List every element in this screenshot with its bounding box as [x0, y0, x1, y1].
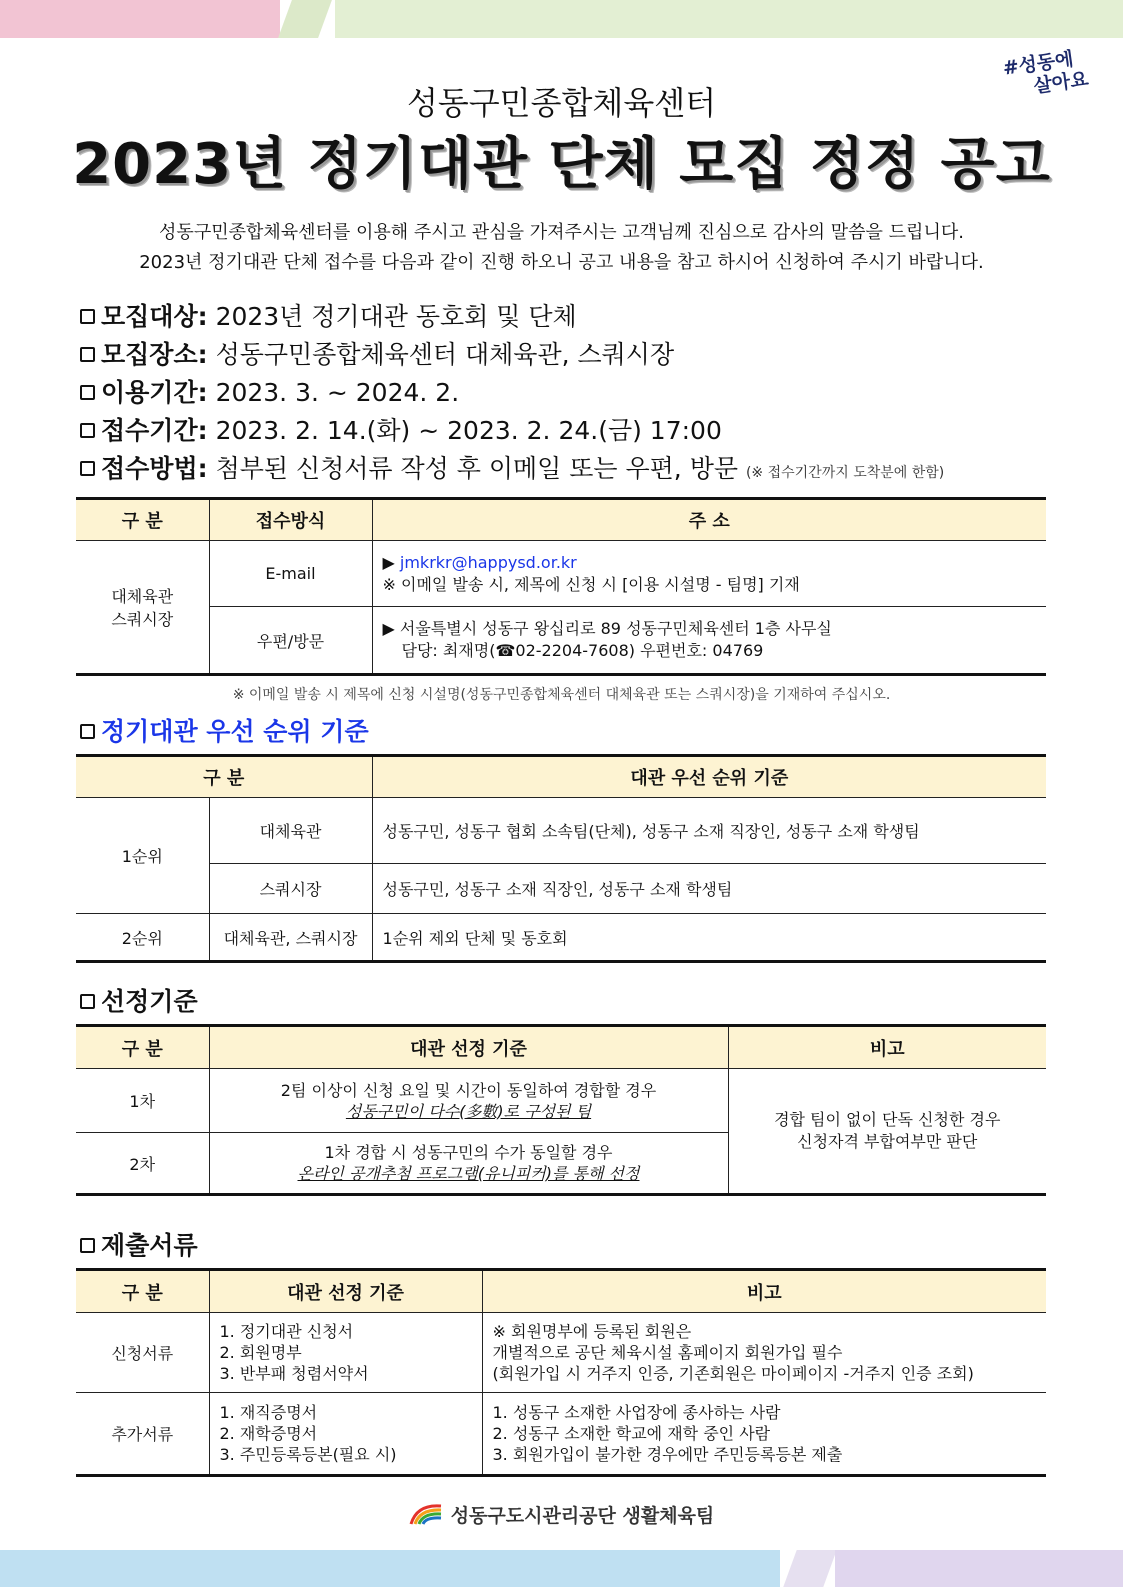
selection-table: [76, 1024, 1046, 1196]
additional-docs-note: [482, 1393, 1046, 1476]
checkbox-icon: [80, 461, 95, 476]
doc-item: 3. 주민등록등본(필요 시): [219, 1445, 397, 1464]
rainbow-logo-icon: [409, 1500, 443, 1526]
stage2-label: 2차: [76, 1133, 209, 1195]
table-header: 접수방식: [209, 499, 372, 541]
item-value: 2023. 2. 14.(화) ~ 2023. 2. 24.(금) 17:00: [215, 416, 722, 445]
badge-line-2: 살아요: [1032, 68, 1090, 98]
table-header: 구 분: [76, 1026, 209, 1069]
bottom-decor-stripe: [783, 1550, 836, 1587]
application-docs-note: [482, 1313, 1046, 1393]
selection-note-cell: [728, 1069, 1046, 1195]
item-value: 성동구민종합체육센터 대체육관, 스쿼시장: [215, 340, 675, 369]
section-priority-title: [80, 712, 369, 748]
item-target: [80, 298, 1060, 336]
item-label: 접수기간:: [101, 416, 208, 445]
page-subtitle: 성동구민종합체육센터: [406, 84, 717, 122]
criteria-cell: 1순위 제외 단체 및 동호회: [372, 914, 1046, 962]
intro-line-2: 2023년 정기대관 단체 접수를 다음과 같이 진행 하오니 공고 내용을 참고 하시어 신청하여 주시기 바랍니다.: [139, 252, 984, 273]
item-value: 2023년 정기대관 동호회 및 단체: [215, 302, 577, 331]
section-title-text: 제출서류: [101, 1231, 198, 1260]
item-label: 모집장소:: [101, 340, 208, 369]
additional-docs-label: 추가서류: [76, 1393, 209, 1476]
criteria-emphasis: 성동구민이 다수(多數)로 구성된 팀: [345, 1101, 592, 1121]
table-header: 비고: [728, 1026, 1046, 1069]
table-header: 주 소: [372, 499, 1046, 541]
table-header: 구 분: [76, 756, 372, 798]
badge-line-1: #성동에: [1001, 47, 1075, 80]
table-header: 구 분: [76, 499, 209, 541]
note-line: ※ 회원명부에 등록된 회원은: [492, 1322, 692, 1341]
section-title-text: 선정기준: [101, 987, 198, 1016]
item-note: (※ 접수기간까지 도착분에 한함): [745, 465, 945, 481]
note-line: 신청자격 부합여부만 판단: [797, 1132, 978, 1151]
application-docs-list: [209, 1313, 482, 1393]
criteria-cell: 성동구민, 성동구 협회 소속팀(단체), 성동구 소재 직장인, 성동구 소재 학생팀: [372, 798, 1046, 864]
bottom-decor-blue-bar: [0, 1550, 780, 1587]
notice-items: [80, 298, 1060, 492]
checkbox-icon: [80, 724, 95, 739]
item-place: [80, 336, 1060, 374]
stage1-criteria: [209, 1069, 728, 1133]
item-method: [80, 450, 1060, 492]
item-label: 모집대상:: [101, 302, 208, 331]
stage2-criteria: [209, 1133, 728, 1195]
email-cell: [372, 541, 1046, 607]
email-note: ※ 이메일 발송 시, 제목에 신청 시 [이용 시설명 - 팀명] 기재: [382, 574, 800, 594]
item-period: [80, 374, 1060, 412]
rank2-cell: 2순위: [76, 914, 209, 962]
criteria-line: 1차 경합 시 성동구민의 수가 동일할 경우: [324, 1143, 613, 1162]
table-header: 대관 선정 기준: [209, 1026, 728, 1069]
note-line: 1. 성동구 소재한 사업장에 종사하는 사람: [492, 1403, 781, 1422]
doc-item: 2. 재학증명서: [219, 1424, 318, 1443]
item-label: 이용기간:: [101, 378, 208, 407]
criteria-emphasis: 온라인 공개추첨 프로그램(유니피커)를 통해 선정: [297, 1164, 640, 1183]
table1-note: ※ 이메일 발송 시 제목에 신청 시설명(성동구민종합체육센터 대체육관 또는 스쿼시장)을 기재하여 주십시오.: [232, 687, 891, 703]
note-line: (회원가입 시 거주지 인증, 기존회원은 마이페이지 -거주지 인증 조회): [492, 1364, 974, 1383]
facility-group: 대체육관 스쿼시장: [111, 587, 174, 629]
stage1-label: 1차: [76, 1069, 209, 1133]
note-line: 3. 회원가입이 불가한 경우에만 주민등록등본 제출: [492, 1445, 843, 1464]
table-header: 비고: [482, 1270, 1046, 1313]
top-decor-green-bar: [335, 0, 1123, 38]
additional-docs-list: [209, 1393, 482, 1476]
post-label: 우편/방문: [209, 607, 372, 675]
bottom-decor-purple-bar: [835, 1550, 1123, 1587]
item-value: 첨부된 신청서류 작성 후 이메일 또는 우편, 방문: [215, 454, 738, 483]
criteria-line: 2팀 이상이 신청 요일 및 시간이 동일하여 경합할 경우: [280, 1080, 657, 1100]
doc-item: 3. 반부패 청렴서약서: [219, 1364, 369, 1383]
table-header: 대관 우선 순위 기준: [372, 756, 1046, 798]
note-line: 경합 팀이 없이 단독 신청한 경우: [774, 1110, 1001, 1129]
documents-table: [76, 1268, 1046, 1477]
checkbox-icon: [80, 347, 95, 362]
receipt-table: [76, 497, 1046, 676]
facility-group-cell: [76, 541, 209, 675]
checkbox-icon: [80, 423, 95, 438]
note-line: 개별적으로 공단 체육시설 홈페이지 회원가입 필수: [492, 1343, 843, 1362]
doc-item: 2. 회원명부: [219, 1343, 302, 1362]
checkbox-icon: [80, 994, 95, 1009]
checkbox-icon: [80, 1238, 95, 1253]
application-docs-label: 신청서류: [76, 1313, 209, 1393]
item-label: 접수방법:: [101, 454, 208, 483]
footer: [0, 1500, 1123, 1528]
criteria-cell: 성동구민, 성동구 소재 직장인, 성동구 소재 학생팀: [372, 864, 1046, 914]
top-decor-pink-bar: [0, 0, 280, 38]
post-contact: 담당: 최재명(☎02-2204-7608) 우편번호: 04769: [401, 641, 764, 660]
section-documents-title: [80, 1226, 198, 1262]
section-title-text: 정기대관 우선 순위 기준: [101, 717, 369, 746]
place-cell: 대체육관: [209, 798, 372, 864]
item-receipt-period: [80, 412, 1060, 450]
doc-item: 1. 정기대관 신청서: [219, 1322, 354, 1341]
checkbox-icon: [80, 385, 95, 400]
place-cell: 대체육관, 스쿼시장: [209, 914, 372, 962]
doc-item: 1. 재직증명서: [219, 1403, 318, 1422]
email-label: E-mail: [209, 541, 372, 607]
priority-table: [76, 754, 1046, 963]
section-selection-title: [80, 982, 198, 1018]
table-header: 대관 선정 기준: [209, 1270, 482, 1313]
intro-text: [0, 218, 1123, 278]
post-address: ▶ 서울특별시 성동구 왕십리로 89 성동구민체육센터 1층 사무실: [382, 619, 832, 638]
post-cell: [372, 607, 1046, 675]
note-line: 2. 성동구 소재한 학교에 재학 중인 사람: [492, 1424, 771, 1443]
arrow-icon: ▶: [382, 552, 400, 572]
item-value: 2023. 3. ~ 2024. 2.: [215, 378, 460, 407]
place-cell: 스쿼시장: [209, 864, 372, 914]
intro-line-1: 성동구민종합체육센터를 이용해 주시고 관심을 가져주시는 고객님께 진심으로 감사의 말씀을 드립니다.: [159, 222, 964, 243]
checkbox-icon: [80, 309, 95, 324]
page-title: 2023년 정기대관 단체 모집 정정 공고: [72, 132, 1051, 197]
email-link[interactable]: jmkrkr@happysd.or.kr: [399, 552, 577, 572]
table-header: 구 분: [76, 1270, 209, 1313]
top-decor-stripe: [278, 0, 332, 38]
footer-org: 성동구도시관리공단 생활체육팀: [450, 1505, 715, 1527]
rank1-cell: 1순위: [76, 798, 209, 914]
